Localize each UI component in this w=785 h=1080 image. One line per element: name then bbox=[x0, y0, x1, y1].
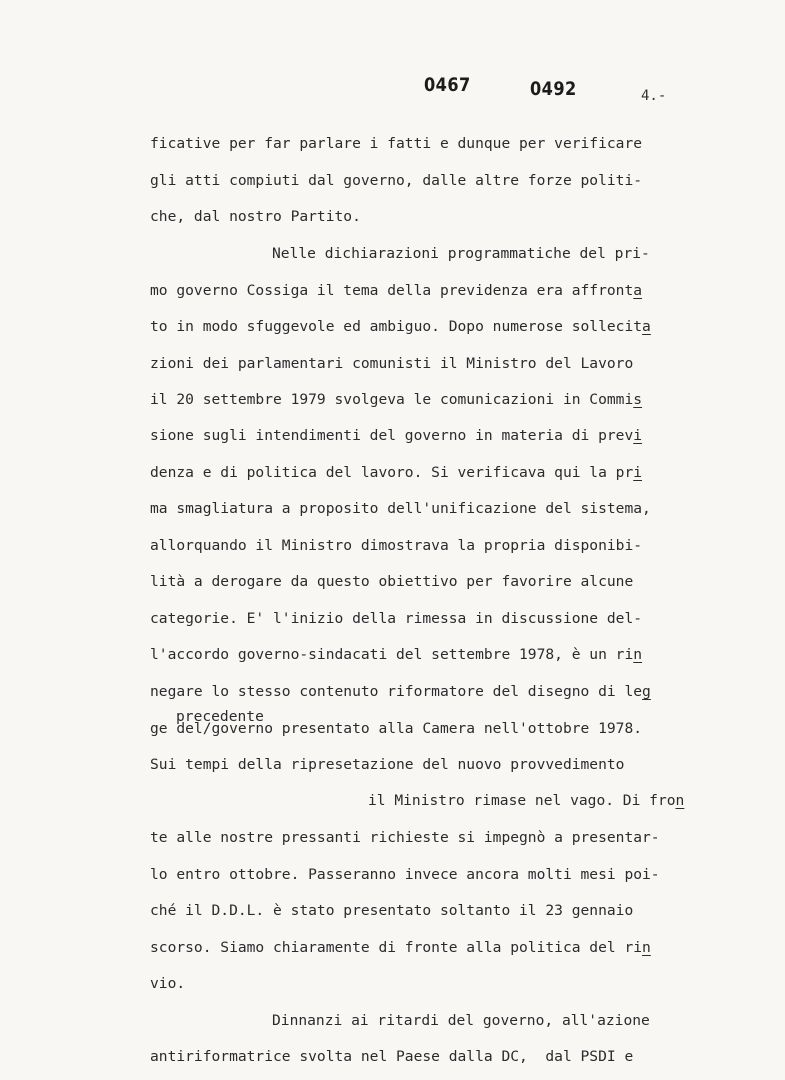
text-line: gli atti compiuti dal governo, dalle altre forze politi- bbox=[150, 172, 643, 189]
text-line: ma smagliatura a proposito dell'unificazione del sistema, bbox=[150, 500, 651, 517]
page-number: 4.- bbox=[641, 88, 667, 104]
text-line: lo entro ottobre. Passeranno invece ancora molti mesi poi- bbox=[150, 866, 660, 883]
text-line: ficative per far parlare i fatti e dunque per verificare bbox=[150, 135, 643, 152]
text-line: antiriformatrice svolta nel Paese dalla DC, dal PSDI e bbox=[150, 1048, 634, 1065]
text-line: categorie. E' l'inizio della rimessa in discussione del- bbox=[150, 610, 643, 627]
text-line: to in modo sfuggevole ed ambiguo. Dopo numerose sollecita bbox=[150, 318, 651, 335]
text-line: ge del/governo presentato alla Camera nell'ottobre 1978. bbox=[150, 720, 643, 737]
text-line: il 20 settembre 1979 svolgeva le comunicazioni in Commis bbox=[150, 391, 643, 408]
text-line: ché il D.D.L. è stato presentato soltanto il 23 gennaio bbox=[150, 902, 634, 919]
archive-stamp-number: 0492 bbox=[530, 78, 577, 100]
text-line: lità a derogare da questo obiettivo per favorire alcune bbox=[150, 573, 634, 590]
text-line: Sui tempi della ripresetazione del nuovo provvedimento bbox=[150, 756, 625, 773]
text-line: sione sugli intendimenti del governo in materia di previ bbox=[150, 427, 643, 444]
text-line: il Ministro rimase nel vago. Di fron bbox=[368, 792, 685, 809]
text-line: l'accordo governo-sindacati del settembre 1978, è un rin bbox=[150, 646, 643, 663]
text-line: zioni dei parlamentari comunisti il Ministro del Lavoro bbox=[150, 355, 634, 372]
text-line: negare lo stesso contenuto riformatore del disegno di leg bbox=[150, 683, 651, 700]
text-line: denza e di politica del lavoro. Si verificava qui la pri bbox=[150, 464, 643, 481]
interlinear-insertion: precedente bbox=[176, 708, 264, 725]
text-line: scorso. Siamo chiaramente di fronte alla politica del rin bbox=[150, 939, 651, 956]
text-line: te alle nostre pressanti richieste si impegnò a presentar- bbox=[150, 829, 660, 846]
archive-stamp-number: 0467 bbox=[424, 74, 471, 96]
text-line: Dinnanzi ai ritardi del governo, all'azione bbox=[272, 1012, 650, 1029]
text-line: allorquando il Ministro dimostrava la propria disponibi- bbox=[150, 537, 643, 554]
text-line: mo governo Cossiga il tema della previdenza era affronta bbox=[150, 282, 643, 299]
text-line: che, dal nostro Partito. bbox=[150, 208, 361, 225]
text-line: vio. bbox=[150, 975, 186, 992]
text-line: Nelle dichiarazioni programmatiche del pri- bbox=[272, 245, 650, 262]
